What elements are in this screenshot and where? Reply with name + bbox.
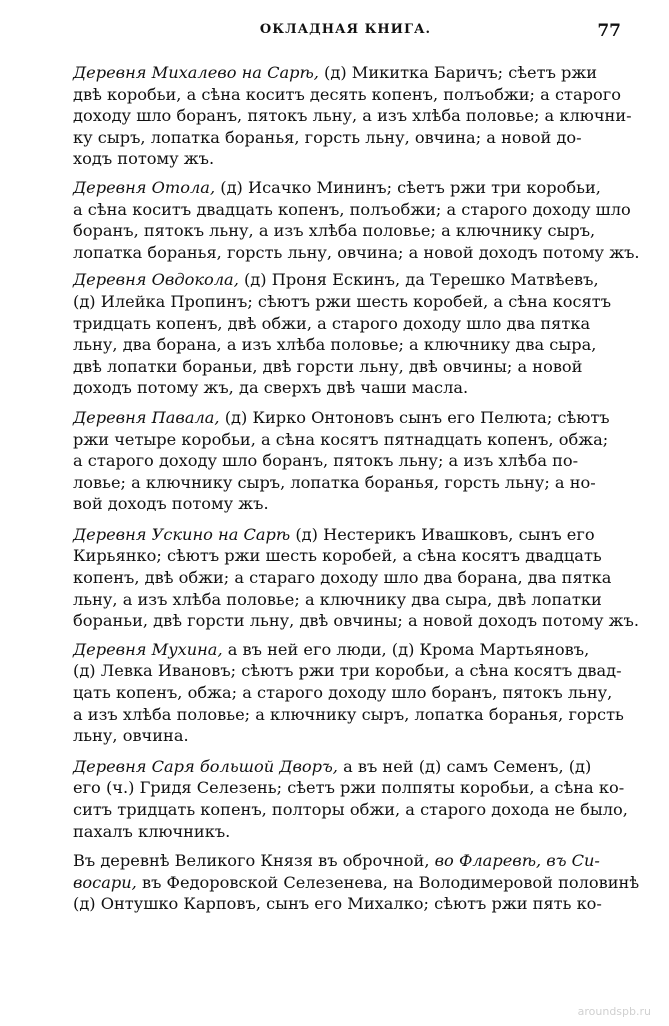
text-line [73, 639, 619, 661]
site-watermark: aroundspb.ru [577, 1005, 651, 1018]
line-text: (д) Проня Ескинъ, да Терешко Матвѣевъ, [238, 270, 599, 290]
paragraph-village-uskino [73, 524, 639, 632]
paragraph-grand-prince-villages [73, 850, 640, 915]
village-name: Деревня Михалево на Сарѣ, [73, 63, 319, 82]
text-line: доходъ потому жъ, да сверхъ двѣ чаши масла. [73, 378, 469, 398]
village-name: Деревня Ускино на Сарѣ [73, 524, 291, 544]
paragraph-village-ovdokola [73, 269, 619, 399]
text-line: бораньи, двѣ горсти льну, двѣ овчины; а новой доходъ потому жъ. [73, 611, 639, 631]
text-line: боранъ, пятокъ льну, а изъ хлѣба половье; а ключнику сыръ, [73, 221, 596, 241]
text-line: ловье; а ключнику сыръ, лопатка боранья, горсть льну; а но- [73, 472, 596, 492]
text-line [73, 850, 619, 872]
text-line: копенъ, двѣ обжи; а стараго доходу шло два борана, два пятка [73, 568, 612, 588]
text-line: его (ч.) Гридя Селезень; сѣетъ ржи полпяты коробьи, а сѣна ко- [73, 778, 625, 798]
line-text: а въ ней (д) самъ Семенъ, (д) [337, 756, 592, 776]
text-line: льну, два борана, а изъ хлѣба половье; а ключнику два сыра, [73, 335, 597, 355]
text-line: (д) Левка Ивановъ; сѣютъ ржи три коробьи, а сѣна косятъ двад- [73, 661, 622, 681]
line-text: (д) Кирко Онтоновъ сынъ его Пелюта; сѣютъ [219, 407, 610, 427]
village-name: во Фларевѣ, въ Си- [434, 851, 600, 871]
village-name: Деревня Павала, [73, 407, 220, 427]
text-line: двѣ коробьи, а сѣна коситъ десять копенъ, полъобжи; а старого [73, 84, 621, 104]
line-text: а въ ней его люди, (д) Крома Мартьяновъ, [222, 639, 590, 659]
paragraph-village-sarya [73, 756, 628, 842]
village-name: восари, [73, 872, 137, 892]
text-line: (д) Илейка Пропинъ; сѣютъ ржи шесть коробей, а сѣна косятъ [73, 291, 612, 311]
text-line [73, 872, 640, 894]
text-line: а сѣна коситъ двадцать копенъ, полъобжи; а старого доходу шло [73, 199, 631, 219]
running-head [70, 22, 621, 46]
text-line: льну, а изъ хлѣба половье; а ключнику два сыра, двѣ лопатки [73, 589, 602, 609]
village-name: Деревня Саря большой Дворъ, [73, 756, 338, 776]
text-line: пахалъ ключникъ. [73, 821, 231, 841]
text-line: лопатка боранья, горсть льну, овчина; а новой доходъ потому жъ. [73, 242, 640, 262]
line-text: Въ деревнѣ Великого Князя въ оброчной, [73, 851, 435, 871]
text-line [73, 407, 619, 429]
text-line: тридцать копенъ, двѣ обжи, а старого доходу шло два пятка [73, 313, 591, 333]
text-line: льну, овчина. [73, 726, 189, 746]
page-number: 77 [597, 21, 621, 41]
text-line: а изъ хлѣба половье; а ключнику сыръ, лопатка боранья, горсть [73, 704, 624, 724]
paragraph-village-mukhina [73, 639, 624, 747]
paragraph-village-mikhalevo [73, 62, 632, 170]
text-line: Кирьянко; сѣютъ ржи шесть коробей, а сѣна косятъ двадцать [73, 546, 602, 566]
line-text: (д) Исачко Мининъ; сѣетъ ржи три коробьи, [215, 177, 601, 197]
text-line [73, 756, 619, 778]
text-line: ржи четыре коробьи, а сѣна косятъ пятнадцать копенъ, обжа; [73, 429, 609, 449]
village-name: Деревня Мухина, [73, 639, 223, 659]
paragraph-village-pavala [73, 407, 619, 515]
village-name: Деревня Овдокола, [73, 270, 239, 290]
village-name: Деревня Отола, [73, 177, 216, 197]
text-line [73, 177, 619, 199]
text-line: а старого доходу шло боранъ, пятокъ льну; а изъ хлѣба по- [73, 451, 579, 471]
text-line: ку сыръ, лопатка боранья, горсть льну, овчина; а новой до- [73, 127, 582, 147]
text-line: двѣ лопатки бораньи, двѣ горсти льну, двѣ овчины; а новой [73, 356, 583, 376]
paragraph-village-otola [73, 177, 640, 263]
text-line [73, 62, 619, 84]
text-line: ходъ потому жъ. [73, 149, 215, 169]
text-line: (д) Онтушко Карповъ, сынъ его Михалко; сѣютъ ржи пять ко- [73, 894, 602, 914]
line-text: (д) Нестерикъ Ивашковъ, сынъ его [290, 524, 595, 544]
line-text: (д) Микитка Баричъ; сѣетъ ржи [318, 63, 598, 82]
line-text: въ Федоровской Селезенева, на Володимеровой половинѣ [136, 872, 640, 892]
text-line: вой доходъ потому жъ. [73, 494, 269, 514]
text-line: цать копенъ, обжа; а старого доходу шло боранъ, пятокъ льну, [73, 683, 613, 703]
text-line [73, 269, 619, 291]
text-line [73, 524, 619, 546]
running-title: ОКЛАДНАЯ КНИГА. [259, 22, 432, 37]
page-body [73, 62, 640, 923]
text-line: доходу шло боранъ, пятокъ льну, а изъ хлѣба половье; а ключни- [73, 106, 632, 126]
text-line: ситъ тридцать копенъ, полторы обжи, а старого дохода не было, [73, 800, 628, 819]
